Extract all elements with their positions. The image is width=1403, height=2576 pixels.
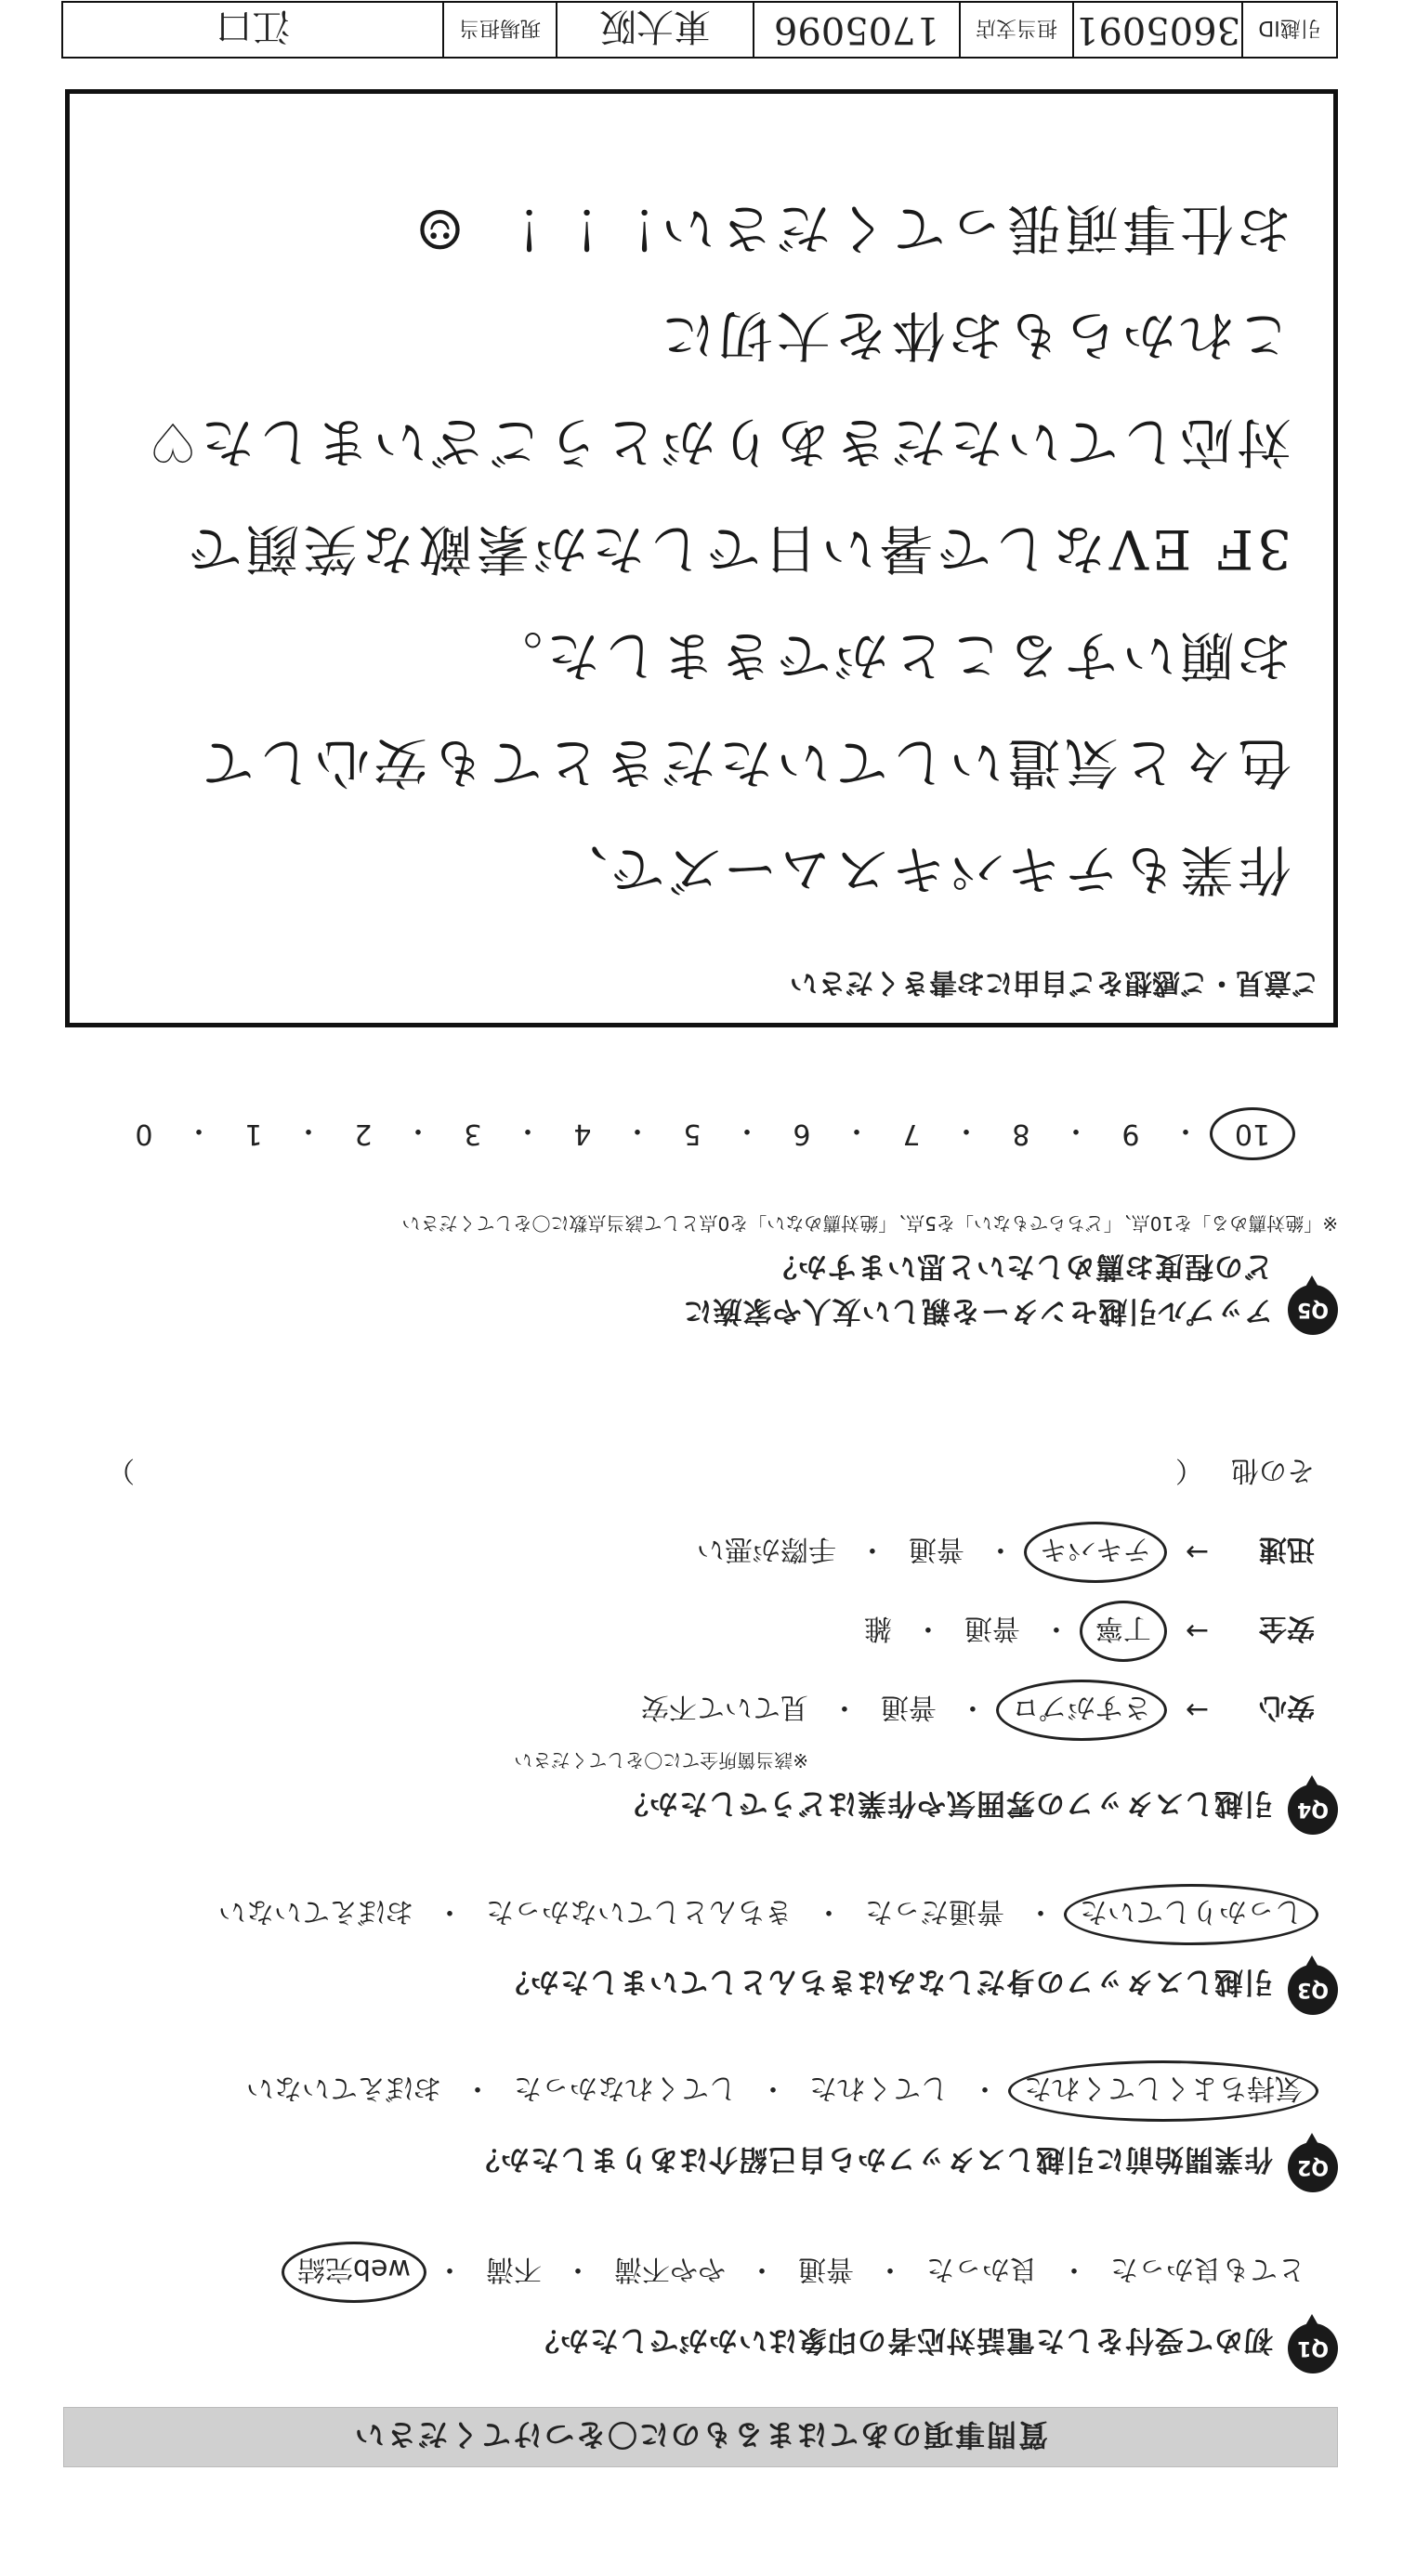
instructions-band — [63, 2407, 1338, 2467]
q2-option-selected[interactable]: 気持ちよくしてくれた — [1008, 2060, 1318, 2122]
q5-score[interactable]: 4 — [573, 1118, 592, 1150]
instructions-text: 質問事項のあてはまるものに〇をつけてください — [353, 2417, 1049, 2453]
q5-score[interactable]: 9 — [1121, 1118, 1140, 1150]
q5-note: ※「絶対薦める」を10点、「どちらでもない」を5点、「絶対薦めない」を0点として該当点数に〇をしてください — [401, 1212, 1338, 1235]
q1-option-5[interactable]: 不満 — [486, 2253, 542, 2285]
q5-score[interactable]: 7 — [902, 1118, 921, 1150]
q4-jinsoku-option-3[interactable]: 手際が悪い — [696, 1533, 836, 1565]
q1-badge: Q1 — [1288, 2323, 1338, 2373]
footer-table — [61, 1, 1338, 59]
q4-row-label: 迅速 — [1259, 1533, 1315, 1565]
footer-staff-label: 現場担当 — [442, 3, 556, 57]
q1-option-selected[interactable]: web完結 — [282, 2242, 426, 2303]
footer-id-label: 引越ID — [1241, 3, 1336, 57]
footer-id-value: 3605091 — [1072, 3, 1241, 57]
comment-line: 色々と気遣いしていただきとても安心して — [196, 731, 1292, 794]
q3-option-2[interactable]: 普通だった — [865, 1895, 1004, 1928]
q2-options: 気持ちよくしてくれた ・ してくれた ・ してくれなかった ・ おぼえていない — [237, 2066, 1315, 2116]
q5-score-selected[interactable]: 10 — [1210, 1107, 1295, 1160]
q4-anzen-option-3[interactable]: 雑 — [863, 1612, 892, 1644]
q1-option-1[interactable]: とても良かった — [1110, 2253, 1305, 2285]
q4-row-jinsoku: 迅速 → テキパキ ・ 普通 ・ 手際が悪い — [688, 1527, 1315, 1577]
q2-question: 作業開始前に引越しスタッフから自己紹介はありましたか？ — [470, 2142, 1273, 2176]
comment-line: これからもお体を大切に — [657, 304, 1292, 367]
q3-options: しっかりしていた ・ 普通だった ・ きちんとしていなかった ・ おぼえていない — [209, 1890, 1315, 1940]
q3-option-3[interactable]: きちんとしていなかった — [486, 1895, 793, 1928]
comment-line: 対応していただきありがとうございました♡ — [145, 411, 1292, 474]
q2-option-3[interactable]: してくれなかった — [514, 2072, 737, 2104]
footer-staff-value: 江口 — [216, 5, 290, 48]
comment-title: ご意見・ご感想をご自由にお書きください — [790, 966, 1319, 999]
q5-score[interactable]: 0 — [135, 1118, 153, 1150]
q5-score[interactable]: 6 — [793, 1118, 811, 1150]
comment-line: お仕事頑張ってください！！！ ☺ — [412, 197, 1292, 260]
q3-option-selected[interactable]: しっかりしていた — [1064, 1884, 1318, 1945]
q5-score[interactable]: 8 — [1012, 1118, 1030, 1150]
q4-question: 引越しスタッフの雰囲気や作業はどうでしたか？ — [619, 1786, 1273, 1820]
q2-badge: Q2 — [1288, 2142, 1338, 2192]
q4-other-label: その他 — [1231, 1454, 1315, 1486]
q1-question: 初めて受付をした電話対応者の印象はいかがでしたか？ — [530, 2323, 1273, 2357]
q5-scale: 10 ・ 9 ・ 8 ・ 7 ・ 6 ・ 5 ・ 4 ・ 3 ・ 2 ・ 1 ・ 0 — [117, 1113, 1292, 1155]
q1-options: とても良かった ・ 良かった ・ 普通 ・ やや不満 ・ 不満 ・ web完結 — [285, 2247, 1315, 2297]
q4-other-row: その他 （ ） — [107, 1453, 1315, 1494]
q4-anshin-option-2[interactable]: 普通 — [880, 1691, 937, 1723]
comment-line: 3F EVなしで暑い日でしたが素敵な笑顔で — [184, 517, 1292, 581]
q4-note: ※該当箇所全てに〇をしてください — [514, 1749, 808, 1772]
q2-option-2[interactable]: してくれた — [809, 2072, 949, 2104]
q1-option-4[interactable]: やや不満 — [614, 2253, 726, 2285]
q5-score[interactable]: 5 — [683, 1118, 702, 1150]
q4-row-anshin: 安心 → さすがプロ ・ 普通 ・ 見ていて不安 — [632, 1685, 1315, 1735]
q4-row-anzen: 安全 → 丁寧 ・ 普通 ・ 雑 — [855, 1606, 1315, 1656]
q1-option-2[interactable]: 良かった — [926, 2253, 1038, 2285]
q4-anshin-option-3[interactable]: 見ていて不安 — [640, 1691, 808, 1723]
comment-line: お願いすることができました。 — [484, 624, 1292, 687]
q4-badge: Q4 — [1288, 1785, 1338, 1835]
q4-anzen-selected[interactable]: 丁寧 — [1080, 1601, 1167, 1662]
footer-branch-value: 1705096 — [753, 3, 959, 57]
q4-row-label: 安心 — [1259, 1691, 1315, 1723]
q5-badge: Q5 — [1288, 1285, 1338, 1335]
footer-branch-label: 担当支店 — [959, 3, 1072, 57]
q5-score[interactable]: 1 — [244, 1118, 263, 1150]
q5-question-line2: どの程度お薦めしたいと思いますか？ — [767, 1249, 1273, 1283]
q4-row-label: 安全 — [1259, 1612, 1315, 1644]
footer-office-value: 東大阪 — [556, 3, 753, 57]
q3-option-4[interactable]: おぼえていない — [218, 1895, 413, 1928]
q3-question: 引越しスタッフの身だしなみはきちんとしていましたか？ — [500, 1965, 1273, 1998]
q5-score[interactable]: 2 — [354, 1118, 373, 1150]
comment-line: 作業もテキパキスムーズで、 — [550, 838, 1292, 901]
q2-option-4[interactable]: おぼえていない — [246, 2072, 441, 2104]
q4-jinsoku-option-2[interactable]: 普通 — [908, 1533, 964, 1565]
q4-jinsoku-selected[interactable]: テキパキ — [1024, 1522, 1167, 1583]
q4-anshin-selected[interactable]: さすがプロ — [996, 1680, 1167, 1741]
q4-anzen-option-2[interactable]: 普通 — [964, 1612, 1020, 1644]
q1-option-3[interactable]: 普通 — [798, 2253, 854, 2285]
q3-badge: Q3 — [1288, 1965, 1338, 2015]
q5-question-line1: アップル引越センターを親しい友人や家族に — [682, 1294, 1273, 1327]
q5-score[interactable]: 3 — [464, 1118, 482, 1150]
